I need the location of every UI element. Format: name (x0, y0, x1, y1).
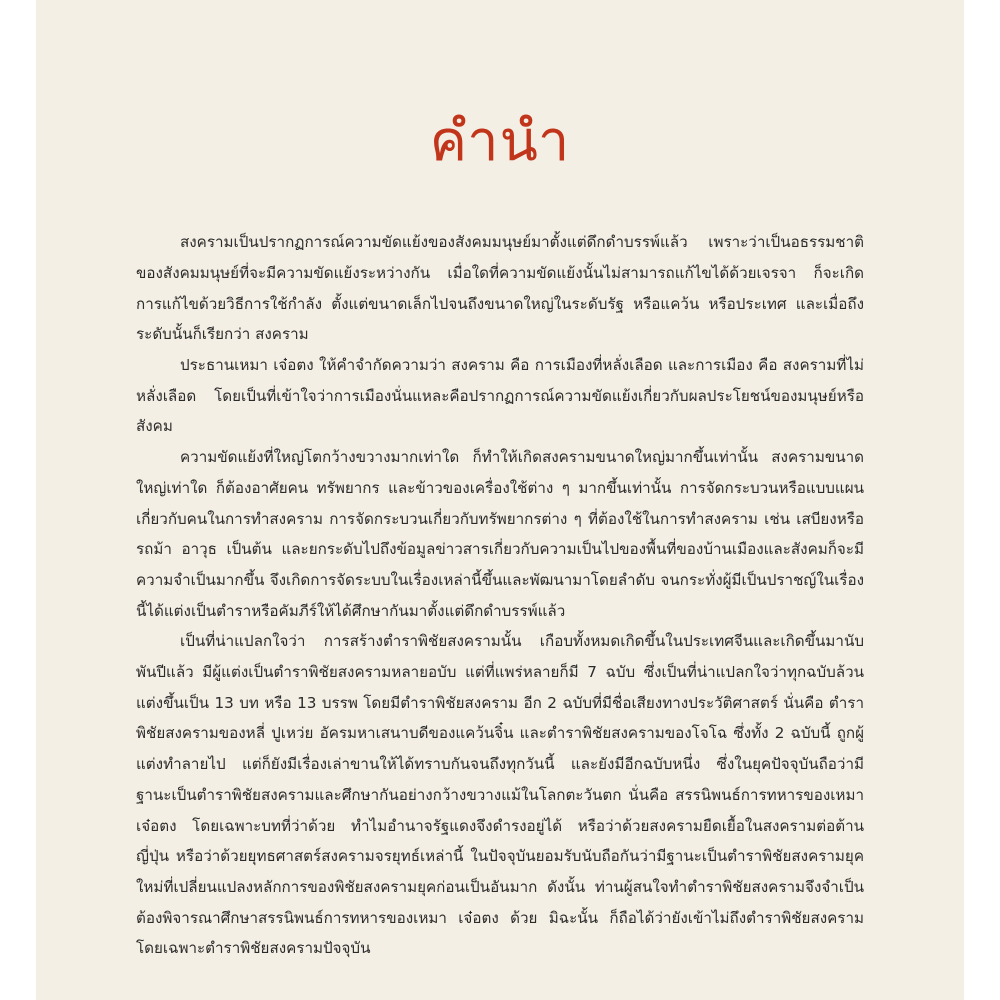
paragraph: สงครามเป็นปรากฏการณ์ความขัดแย้งของสังคมมนุษย์มาตั้งแต่ดึกดำบรรพ์แล้ว เพราะว่าเป็นอธรรมชาติของสังคมมนุษย์ที่จะมีความขัดแย้งระหว่างกัน เมื่อใดที่ความขัดแย้งนั้นไม่สามารถแก้ไขได้ด้วยเจรจา ก็จะเกิดการแก้ไขด้วยวิธีการใช้กำลัง ตั้งแต่ขนาดเล็กไปจนถึงขนาดใหญ่ในระดับรัฐ หรือแคว้น หรือประเทศ และเมื่อถึงระดับนั้นก็เรียกว่า สงคราม (136, 233, 864, 344)
document-page (36, 0, 964, 1000)
paragraph: ประธานเหมา เจ๋อตง ให้คำจำกัดความว่า สงคราม คือ การเมืองที่หลั่งเลือด และการเมือง คือ สงครามที่ไม่หลั่งเลือด โดยเป็นที่เข้าใจว่าการเมืองนั่นแหละคือปรากฏการณ์ความขัดแย้งเกี่ยวกับผลประโยชน์ของมนุษย์หรือสังคม (136, 356, 864, 436)
paragraph: ความขัดแย้งที่ใหญ่โตกว้างขวางมากเท่าใด ก็ทำให้เกิดสงครามขนาดใหญ่มากขึ้นเท่านั้น สงครามขนาดใหญ่เท่าใด ก็ต้องอาศัยคน ทรัพยากร และข้าวของเครื่องใช้ต่าง ๆ มากขึ้นเท่านั้น การจัดกระบวนหรือแบบแผนเกี่ยวกับคนในการทำสงคราม การจัดกระบวนเกี่ยวกับทรัพยากรต่าง ๆ ที่ต้องใช้ในการทำสงคราม เช่น เสบียงหรือรถม้า อาวุธ เป็นต้น และยกระดับไปถึงข้อมูลข่าวสารเกี่ยวกับความเป็นไปของพื้นที่ของบ้านเมืองและสังคมก็จะมีความจำเป็นมากขึ้น จึงเกิดการจัดระบบในเรื่องเหล่านี้ขึ้นและพัฒนามาโดยลำดับ จนกระทั่งผู้มีเป็นปราชญ์ในเรื่องนี้ได้แต่งเป็นตำราหรือคัมภีร์ให้ได้ศึกษากันมาตั้งแต่ดึกดำบรรพ์แล้ว (136, 448, 864, 620)
paragraph: เป็นที่น่าแปลกใจว่า การสร้างตำราพิชัยสงครามนั้น เกือบทั้งหมดเกิดขึ้นในประเทศจีนและเกิดขึ้นมานับพันปีแล้ว มีผู้แต่งเป็นตำราพิชัยสงครามหลายอบับ แต่ที่แพร่หลายก็มี 7 ฉบับ ซึ่งเป็นที่น่าแปลกใจว่าทุกฉบับล้วนแต่งขึ้นเป็น 13 บท หรือ 13 บรรพ โดยมีตำราพิชัยสงคราม อีก 2 ฉบับที่มีชื่อเสียงทางประวัติศาสตร์ นั่นคือ ตำราพิชัยสงครามของหลี่ ปูเหว่ย อัครมหาเสนาบดีของแคว้นจิ๋น และตำราพิชัยสงครามของโจโฉ ซึ่งทั้ง 2 ฉบับนี้ ถูกผู้แต่งทำลายไป แต่ก็ยังมีเรื่องเล่าขานให้ได้ทราบกันจนถึงทุกวันนี้ และยังมีอีกฉบับหนึ่ง ซึ่งในยุคปัจจุบันถือว่ามีฐานะเป็นตำราพิชัยสงครามและศึกษากันอย่างกว้างขวางแม้ในโลกตะวันตก นั่นคือ สรรนิพนธ์การทหารของเหมา เจ๋อตง โดยเฉพาะบทที่ว่าด้วย ทำไมอำนาจรัฐแดงจึงดำรงอยู่ได้ หรือว่าด้วยสงครามยืดเยื้อในสงครามต่อต้านญี่ปุ่น หรือว่าด้วยยุทธศาสตร์สงครามจรยุทธ์เหล่านี้ ในปัจจุบันยอมรับนับถือกันว่ามีฐานะเป็นตำราพิชัยสงครามยุคใหม่ที่เปลี่ยนแปลงหลักการของพิชัยสงครามยุคก่อนเป็นอันมาก ดังนั้น ท่านผู้สนใจทำตำราพิชัยสงครามจึงจำเป็นต้องพิจารณาศึกษาสรรนิพนธ์การทหารของเหมา เจ๋อตง ด้วย มิฉะนั้น ก็ถือได้ว่ายังเข้าไม่ถึงตำราพิชัยสงคราม โดยเฉพาะตำราพิชัยสงครามปัจจุบัน (136, 632, 864, 958)
page-title: คำนำ (429, 109, 571, 174)
body-text (136, 227, 864, 964)
page-content (36, 0, 964, 1000)
